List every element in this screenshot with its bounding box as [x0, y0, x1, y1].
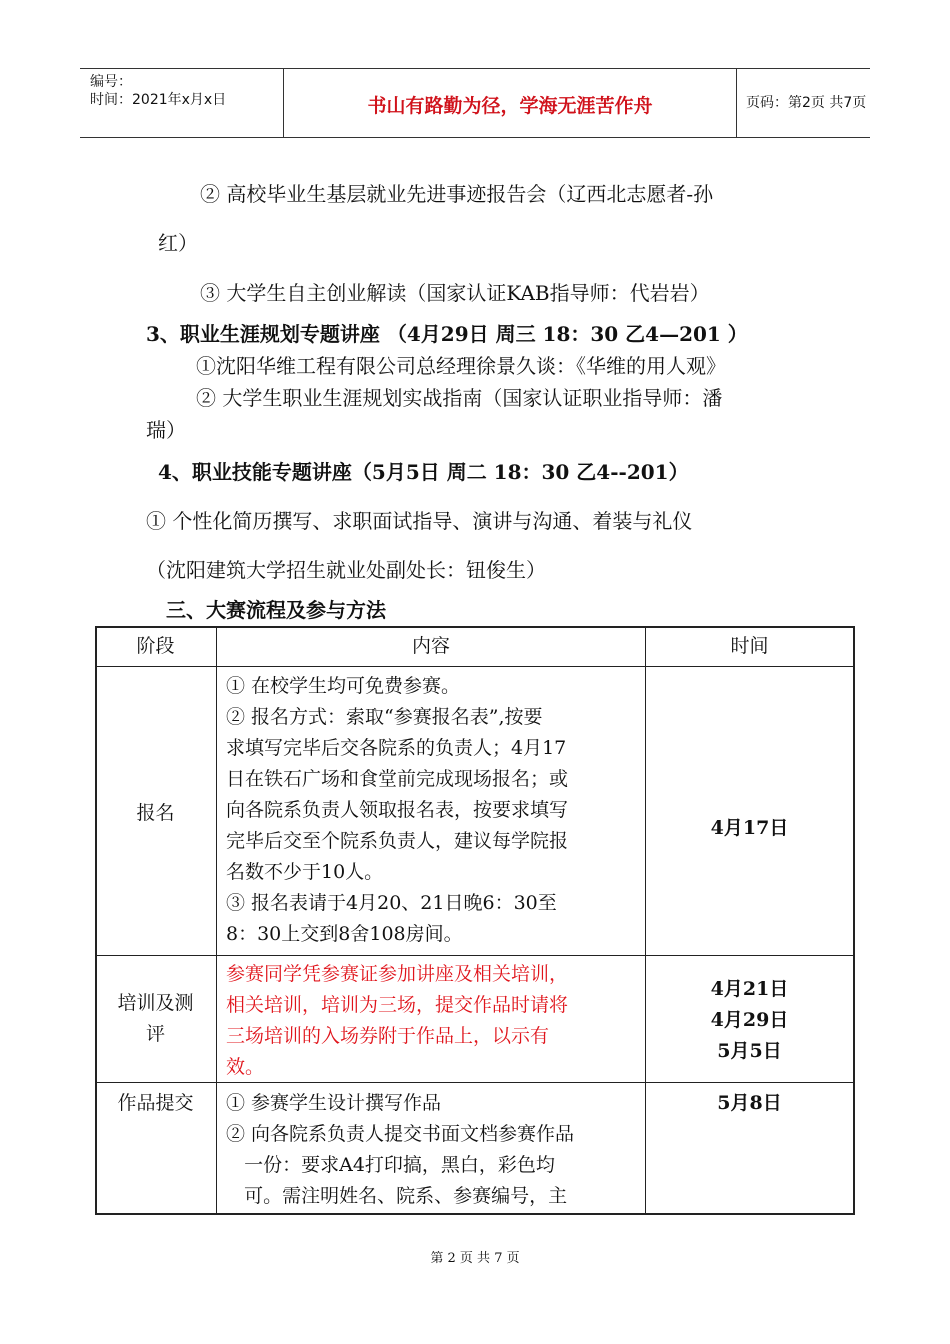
- row2-time: [646, 974, 853, 1067]
- row2-content-line: 相关培训，培训为三场，提交作品时请将: [226, 994, 569, 1016]
- row1-content-line: 向各院系负责人领取报名表，按要求填写: [226, 799, 569, 821]
- row1-content-line: ③ 报名表请于4月20、21日晚6：30至: [226, 892, 557, 914]
- row2-content-line: 三场培训的入场券附于作品上，以示有: [226, 1025, 550, 1047]
- row2-content-line: 参赛同学凭参赛证参加讲座及相关培训，: [226, 963, 569, 985]
- table-header-stage: 阶段: [136, 635, 175, 657]
- row1-content: [226, 671, 641, 950]
- row1-content-line: 名数不少于10人。: [226, 861, 384, 883]
- row1-content-line: ② 报名方式：索取“参赛报名表”,按要: [226, 706, 543, 728]
- row1-stage: 报名: [136, 802, 175, 824]
- row2-content: [226, 959, 641, 1083]
- row3-stage: 作品提交: [117, 1092, 194, 1114]
- header-motto-cell: [283, 69, 737, 137]
- row1-content-line: 8：30上交到8舍108房间。: [226, 923, 463, 945]
- process-table: [95, 626, 855, 1214]
- row3-content-line: 一份：要求A4打印搞，黑白，彩色均: [226, 1154, 555, 1176]
- body-line-1-cont: 红）: [158, 231, 198, 255]
- section-3-heading: 3、职业生涯规划专题讲座 （4月29日 周三 18：30 乙4—201 ）: [146, 322, 748, 346]
- time-label: 时间：2021年x月x日: [90, 92, 227, 108]
- body-line-3: ①沈阳华维工程有限公司总经理徐景久谈：《华维的用人观》: [196, 354, 726, 378]
- motto-text: 书山有路勤为径，学海无涯苦作舟: [367, 95, 653, 117]
- row2-time-line: 5月5日: [717, 1040, 782, 1062]
- row1-content-line: 求填写完毕后交各院系的负责人；4月17: [226, 737, 567, 759]
- heading-3: 三、大赛流程及参与方法: [166, 598, 386, 622]
- header-page-cell: [736, 69, 870, 137]
- body-line-1: ② 高校毕业生基层就业先进事迹报告会（辽西北志愿者-孙: [200, 182, 714, 206]
- row3-content: [226, 1088, 641, 1212]
- row2-content-line: 效。: [226, 1056, 265, 1078]
- row1-content-line: 完毕后交至个院系负责人，建议每学院报: [226, 830, 569, 852]
- table-header-content: 内容: [411, 635, 450, 657]
- body-line-5: ① 个性化简历撰写、求职面试指导、演讲与沟通、着装与礼仪: [146, 509, 693, 533]
- header-info-cell: [80, 69, 282, 137]
- row3-time: 5月8日: [717, 1092, 782, 1114]
- body-line-4: ② 大学生职业生涯规划实战指南（国家认证职业指导师：潘: [196, 386, 723, 410]
- body-line-4-cont: 瑞）: [146, 418, 186, 442]
- row1-content-line: 日在铁石广场和食堂前完成现场报名；或: [226, 768, 569, 790]
- page-header: [80, 68, 870, 138]
- page-number-label: 页码：第2页 共7页: [746, 95, 867, 111]
- page-footer: 第 2 页 共 7 页: [430, 1251, 520, 1266]
- section-4-heading: 4、职业技能专题讲座（5月5日 周二 18：30 乙4--201）: [158, 460, 689, 484]
- table-header-time: 时间: [730, 635, 769, 657]
- row2-time-line: 4月21日: [710, 978, 789, 1000]
- row3-content-line: ① 参赛学生设计撰写作品: [226, 1092, 442, 1114]
- body-line-2: ③ 大学生自主创业解读（国家认证KAB指导师：代岩岩）: [200, 281, 710, 305]
- row2-stage-line: 评: [145, 1023, 165, 1045]
- body-line-6: （沈阳建筑大学招生就业处副处长：钮俊生）: [146, 558, 546, 582]
- row1-content-line: ① 在校学生均可免费参赛。: [226, 675, 461, 697]
- row1-time: 4月17日: [710, 817, 789, 839]
- row2-stage: [95, 988, 216, 1050]
- row2-stage-line: 培训及测: [117, 992, 194, 1014]
- row3-content-line: ② 向各院系负责人提交书面文档参赛作品: [226, 1123, 575, 1145]
- serial-label: 编号：: [90, 74, 132, 90]
- row2-time-line: 4月29日: [710, 1009, 789, 1031]
- row3-content-line: 可。需注明姓名、院系、参赛编号，主: [226, 1185, 568, 1207]
